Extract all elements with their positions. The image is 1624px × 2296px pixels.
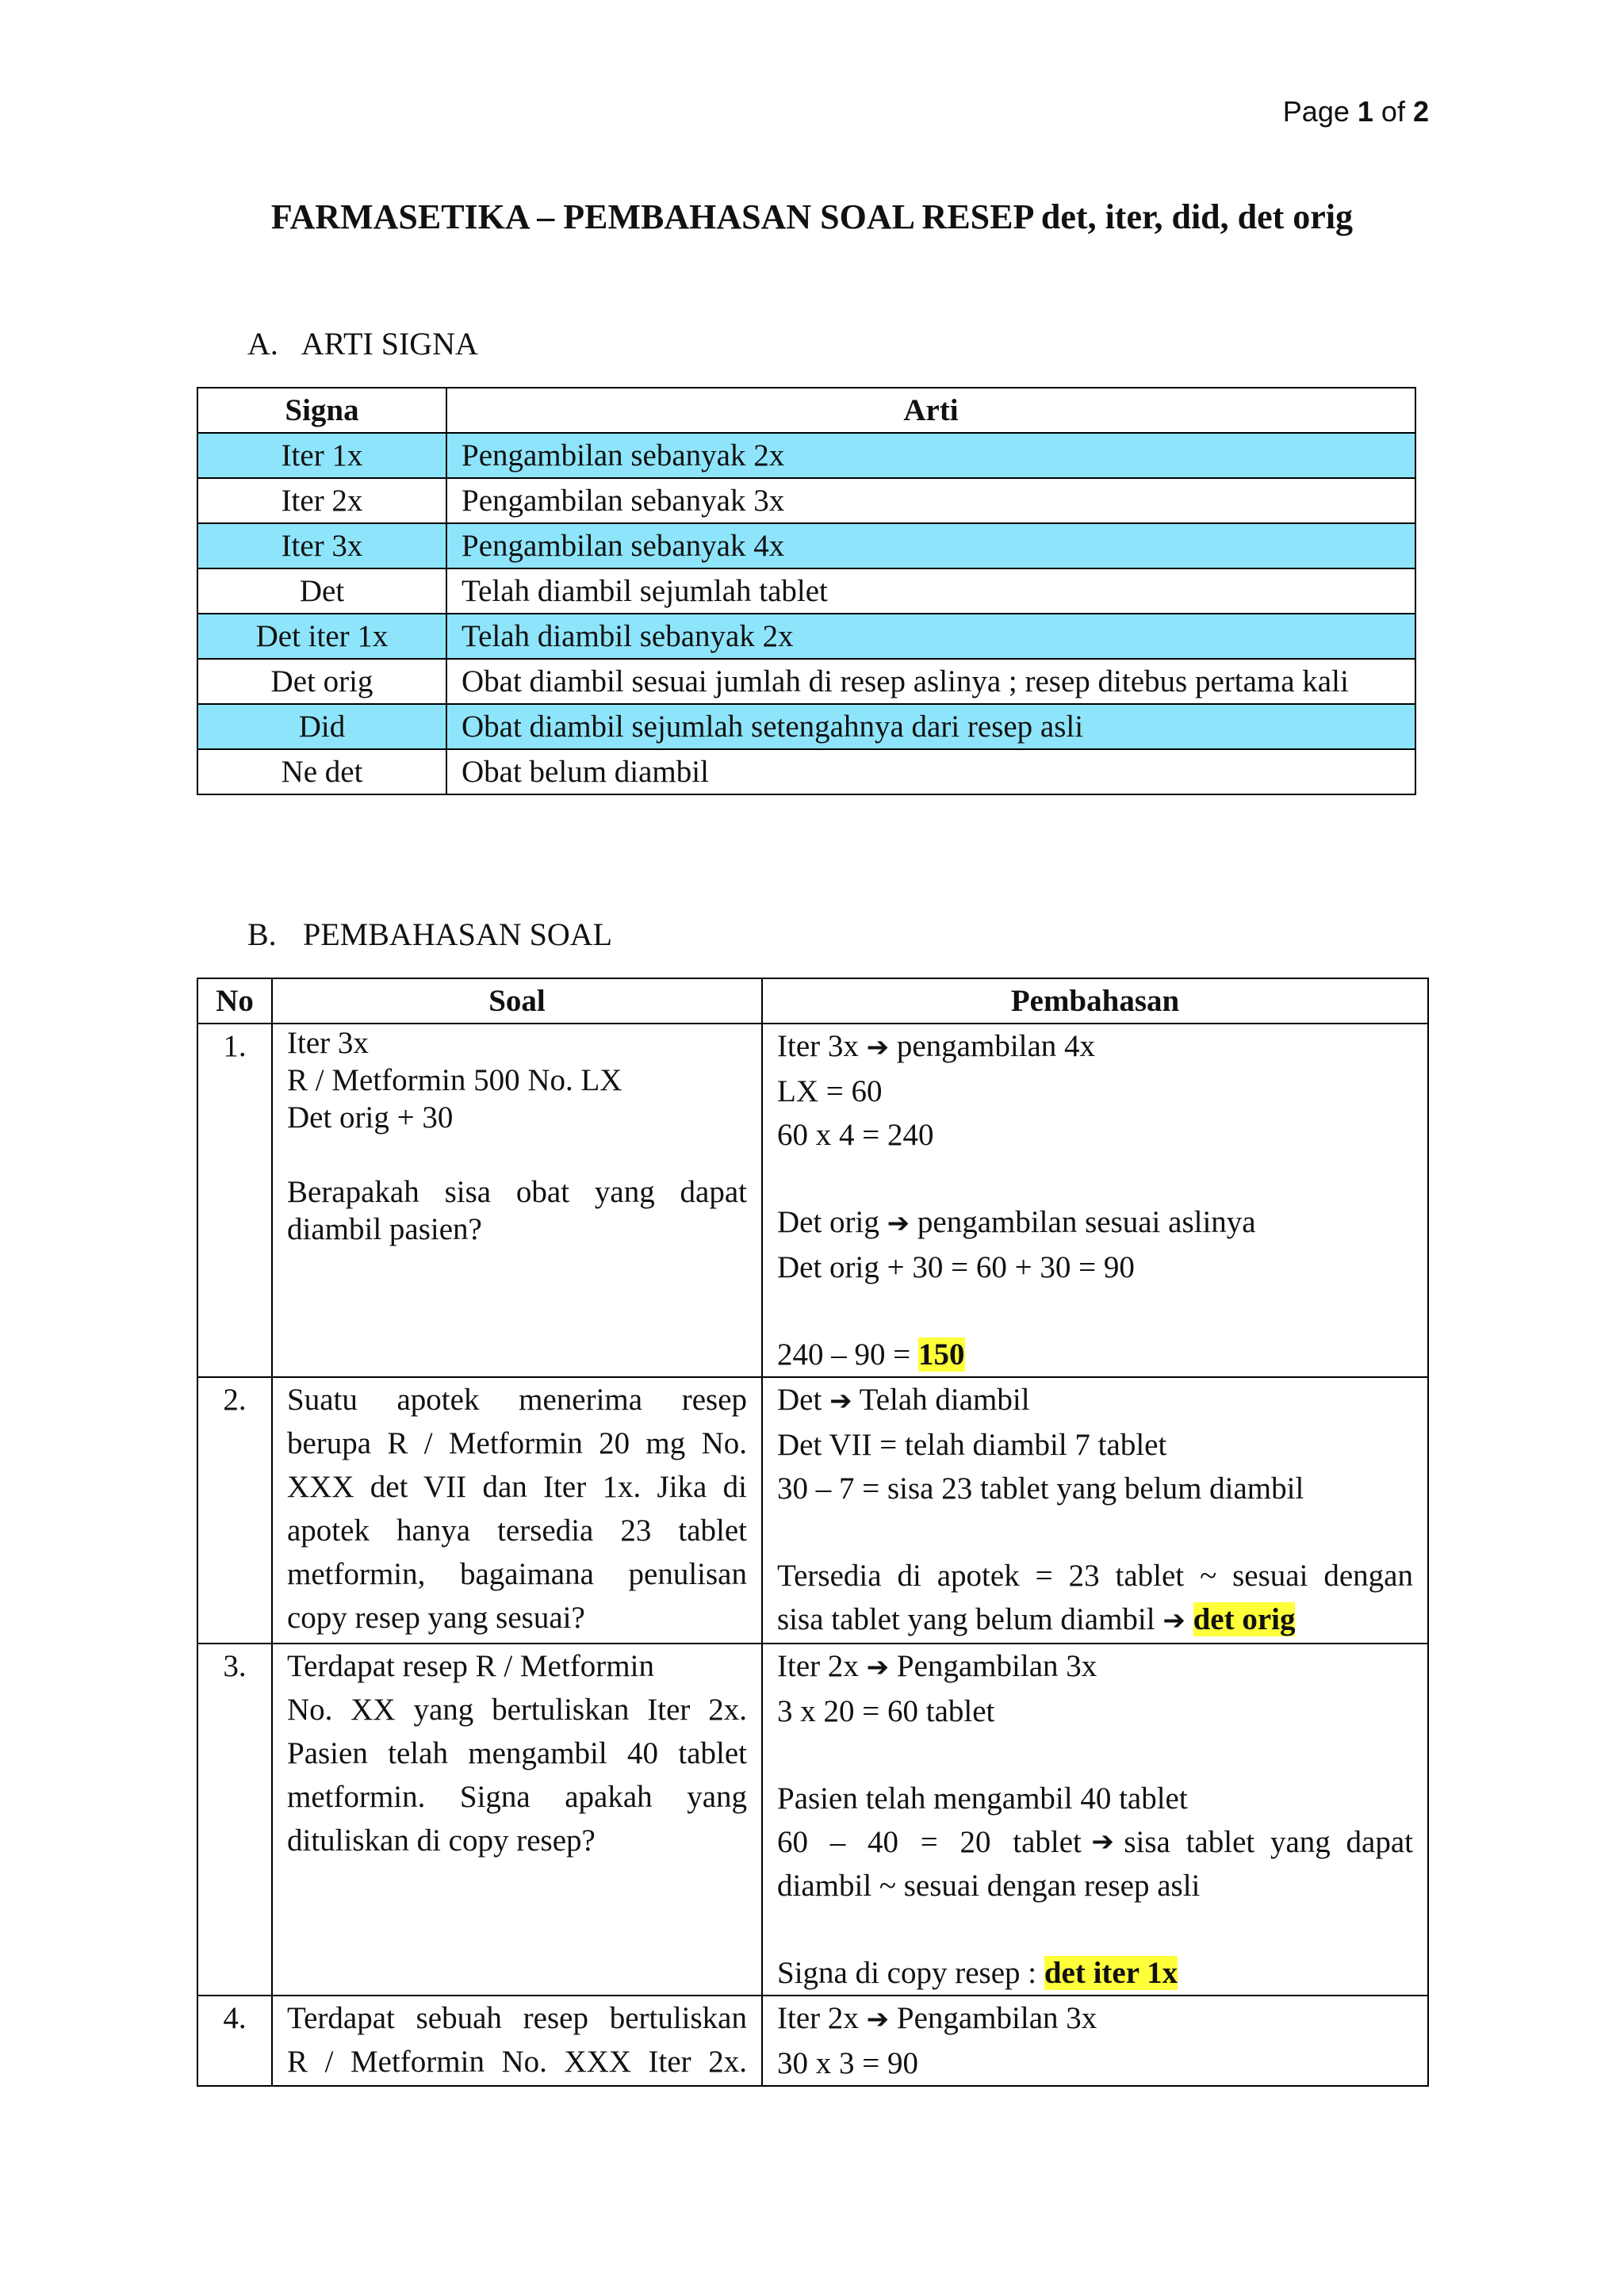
section-b-title: PEMBAHASAN SOAL — [303, 916, 613, 952]
pem-spacer — [777, 1289, 1413, 1333]
pem-text: Pengambilan 3x — [889, 2001, 1097, 2035]
signa-cell: Ne det — [197, 749, 446, 794]
signa-cell: Det iter 1x — [197, 614, 446, 659]
signa-cell: Iter 3x — [197, 523, 446, 568]
arti-cell: Pengambilan sebanyak 2x — [446, 433, 1415, 478]
soal-line: dituliskan di copy resep? — [287, 1823, 596, 1858]
pem-line: 3 x 20 = 60 tablet — [777, 1694, 995, 1728]
section-a-heading — [247, 325, 478, 362]
header-arti: Arti — [446, 388, 1415, 433]
table-row — [197, 568, 1415, 614]
row-number: 3. — [197, 1644, 272, 1996]
pem-line — [777, 1644, 1413, 1689]
bold-right-arrow-icon: ➔ — [866, 1651, 890, 1683]
signa-cell: Det orig — [197, 659, 446, 704]
soal-line: Pasien telah mengambil 40 tablet — [287, 1736, 747, 1770]
page-of: of — [1381, 95, 1405, 128]
table-row — [197, 478, 1415, 523]
pem-text: Det — [777, 1383, 830, 1417]
table-row — [197, 704, 1415, 749]
pem-line: Det orig + 30 = 60 + 30 = 90 — [777, 1250, 1135, 1284]
soal-line: Det orig + 30 — [287, 1100, 454, 1135]
table-row — [197, 433, 1415, 478]
table-row — [197, 1996, 1428, 2086]
pem-line: 60 x 4 = 240 — [777, 1118, 934, 1152]
pem-line — [777, 1820, 1413, 1864]
pem-line: 30 – 7 = sisa 23 tablet yang belum diambil — [777, 1471, 1304, 1506]
pem-line — [777, 1996, 1413, 2042]
pem-text: 240 – 90 = — [777, 1337, 918, 1372]
header-pembahasan: Pembahasan — [762, 978, 1428, 1024]
bold-right-arrow-icon: ➔ — [866, 2003, 890, 2035]
signa-cell: Iter 2x — [197, 478, 446, 523]
pem-line — [777, 1951, 1413, 1995]
answer-highlight: det orig — [1193, 1602, 1296, 1636]
soal-line: Berapakah sisa obat yang dapat — [287, 1175, 747, 1209]
pem-text: sisa tablet yang dapat — [1124, 1825, 1413, 1859]
pem-line — [777, 1598, 1413, 1643]
soal-table-header — [197, 978, 1428, 1024]
pem-line: diambil ~ sesuai dengan resep asli — [777, 1869, 1201, 1903]
soal-line: diambil pasien? — [287, 1212, 482, 1246]
pem-line: Tersedia di apotek = 23 tablet ~ sesuai dengan — [777, 1559, 1413, 1593]
soal-line: R / Metformin No. XXX Iter 2x. — [287, 2045, 747, 2079]
arti-cell: Telah diambil sebanyak 2x — [446, 614, 1415, 659]
page-total: 2 — [1412, 95, 1429, 128]
bold-right-arrow-icon: ➔ — [829, 1385, 852, 1417]
header-signa: Signa — [197, 388, 446, 433]
section-a-title: ARTI SIGNA — [301, 326, 478, 362]
soal-spacer — [287, 1136, 747, 1173]
soal-line: metformin, bagaimana penulisan — [287, 1557, 747, 1591]
table-row — [197, 749, 1415, 794]
pem-text: Iter 3x — [777, 1029, 867, 1063]
pem-spacer — [777, 1733, 1413, 1777]
bold-right-arrow-icon: ➔ — [887, 1207, 910, 1239]
answer-highlight: det iter 1x — [1044, 1956, 1178, 1990]
pem-line: Det VII = telah diambil 7 tablet — [777, 1428, 1167, 1462]
pem-text: Iter 2x — [777, 1649, 867, 1683]
pem-line: LX = 60 — [777, 1074, 883, 1108]
arti-cell: Telah diambil sejumlah tablet — [446, 568, 1415, 614]
header-no: No — [197, 978, 272, 1024]
pem-spacer — [777, 1157, 1413, 1200]
row-number: 4. — [197, 1996, 272, 2086]
section-b-letter: B. — [247, 916, 277, 952]
pem-text: Det orig — [777, 1205, 887, 1239]
soal-table — [197, 978, 1429, 2087]
arti-cell: Obat belum diambil — [446, 749, 1415, 794]
pem-text: 60 – 40 = 20 tablet — [777, 1825, 1082, 1859]
table-row — [197, 659, 1415, 704]
pem-text: Pengambilan 3x — [889, 1649, 1097, 1683]
pem-text: Signa di copy resep : — [777, 1956, 1044, 1990]
soal-cell — [272, 1377, 762, 1644]
pembahasan-cell — [762, 1996, 1428, 2086]
pem-line — [777, 1333, 1413, 1376]
signa-cell: Iter 1x — [197, 433, 446, 478]
signa-table — [197, 387, 1416, 795]
soal-line: Suatu apotek menerima resep — [287, 1383, 747, 1417]
pem-text: Telah diambil — [852, 1383, 1030, 1417]
signa-table-header — [197, 388, 1415, 433]
pembahasan-cell — [762, 1024, 1428, 1377]
soal-cell — [272, 1644, 762, 1996]
soal-line: No. XX yang bertuliskan Iter 2x. — [287, 1693, 747, 1727]
soal-line: Terdapat sebuah resep bertuliskan — [287, 2001, 747, 2035]
pem-spacer — [777, 1908, 1413, 1951]
table-row — [197, 1644, 1428, 1996]
header-soal: Soal — [272, 978, 762, 1024]
page-prefix: Page — [1282, 95, 1350, 128]
soal-line: XXX det VII dan Iter 1x. Jika di — [287, 1470, 747, 1504]
pem-line — [777, 1200, 1413, 1246]
soal-line: copy resep yang sesuai? — [287, 1601, 585, 1635]
soal-line: Iter 3x — [287, 1026, 369, 1060]
page-current: 1 — [1357, 95, 1373, 128]
pem-text: Iter 2x — [777, 2001, 867, 2035]
document-title: FARMASETIKA – PEMBAHASAN SOAL RESEP det, iter, did, det orig — [270, 197, 1354, 236]
row-number: 2. — [197, 1377, 272, 1644]
pembahasan-cell — [762, 1377, 1428, 1644]
arti-cell: Pengambilan sebanyak 4x — [446, 523, 1415, 568]
pem-spacer — [777, 1510, 1413, 1554]
bold-right-arrow-icon: ➔ — [866, 1031, 890, 1063]
pem-line: Pasien telah mengambil 40 tablet — [777, 1781, 1188, 1816]
pem-text: pengambilan 4x — [889, 1029, 1096, 1063]
pem-line — [777, 1378, 1413, 1423]
signa-cell: Det — [197, 568, 446, 614]
section-a-letter: A. — [247, 326, 278, 362]
right-arrow-icon: ➔ — [1091, 1826, 1114, 1858]
pem-line: 30 x 3 = 90 — [777, 2046, 918, 2080]
soal-cell — [272, 1024, 762, 1377]
pem-line — [777, 1024, 1413, 1070]
soal-line: apotek hanya tersedia 23 tablet — [287, 1513, 747, 1548]
answer-highlight: 150 — [918, 1337, 965, 1372]
table-row — [197, 1377, 1428, 1644]
right-arrow-icon: ➔ — [1162, 1605, 1185, 1636]
arti-cell: Pengambilan sebanyak 3x — [446, 478, 1415, 523]
row-number: 1. — [197, 1024, 272, 1377]
table-row — [197, 614, 1415, 659]
soal-line: R / Metformin 500 No. LX — [287, 1063, 622, 1097]
section-b-heading — [247, 916, 612, 953]
arti-cell: Obat diambil sesuai jumlah di resep aslinya ; resep ditebus pertama kali — [446, 659, 1415, 704]
pembahasan-cell — [762, 1644, 1428, 1996]
signa-cell: Did — [197, 704, 446, 749]
arti-cell: Obat diambil sejumlah setengahnya dari resep asli — [446, 704, 1415, 749]
page-number — [1283, 95, 1429, 128]
pem-text: sisa tablet yang belum diambil — [777, 1602, 1163, 1636]
soal-line: metformin. Signa apakah yang — [287, 1780, 747, 1814]
soal-cell — [272, 1996, 762, 2086]
pem-text: pengambilan sesuai aslinya — [910, 1205, 1256, 1239]
soal-line: berupa R / Metformin 20 mg No. — [287, 1426, 747, 1460]
soal-line: Terdapat resep R / Metformin — [287, 1649, 654, 1683]
table-row — [197, 1024, 1428, 1377]
table-row — [197, 523, 1415, 568]
